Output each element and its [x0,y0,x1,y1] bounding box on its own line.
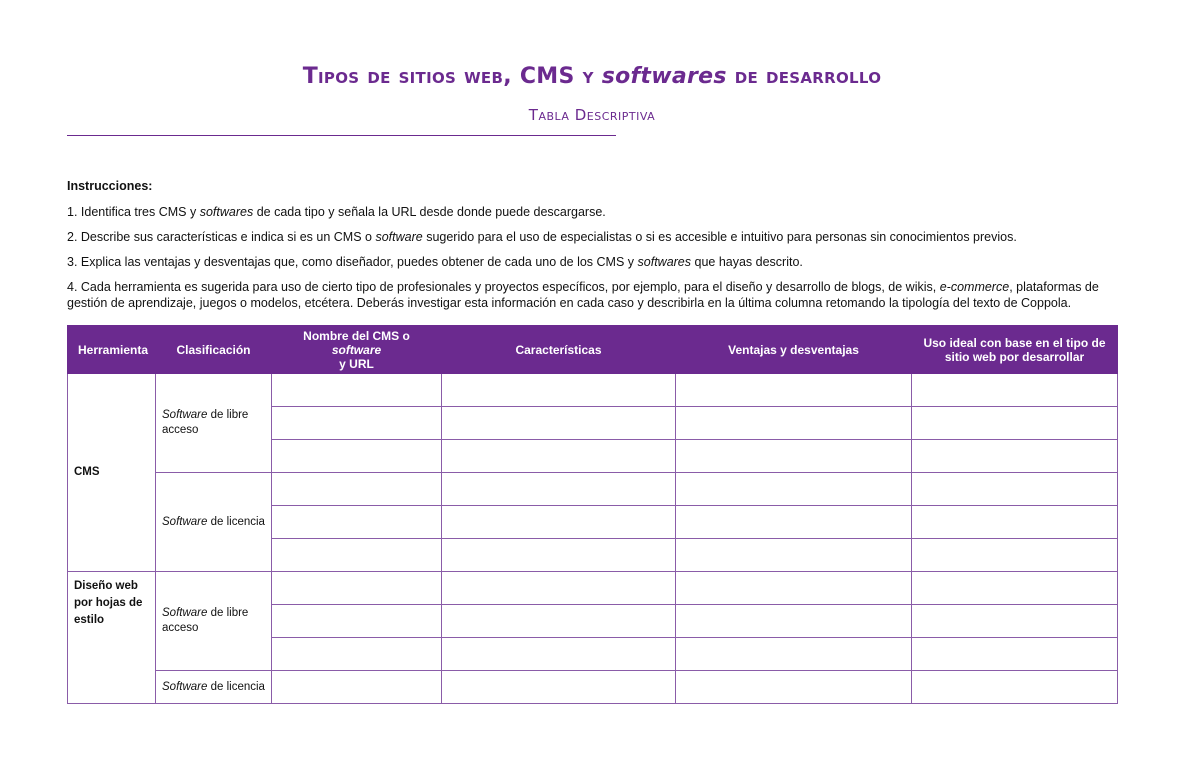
page-title [0,64,1184,89]
input-cell[interactable] [676,407,912,440]
instruction-item-2 [67,229,1117,245]
table-row [68,572,1118,605]
text: de libre acceso [162,607,249,634]
text: Nombre del CMS o [303,328,410,343]
input-cell[interactable] [912,473,1118,506]
input-cell[interactable] [272,539,442,572]
text: 2. Describe sus características e indica si es un CMS o [67,230,372,244]
text-italic: Software [162,515,208,528]
text: y URL [339,356,374,371]
text-italic: Software [162,680,208,693]
input-cell[interactable] [442,473,676,506]
clasificacion-libre [156,374,272,473]
input-cell[interactable] [912,440,1118,473]
header-clasificacion: Clasificación [156,326,272,374]
header-herramienta: Herramienta [68,326,156,374]
header-nombre [272,326,442,374]
title-part1: Tipos de sitios web, CMS y [302,64,594,89]
input-cell[interactable] [676,473,912,506]
instruction-item-3 [67,254,1117,270]
table-row [68,473,1118,506]
input-cell[interactable] [676,440,912,473]
text: 4. Cada herramienta es sugerida para uso de cierto tipo de profesionales y proyectos específicos, por ejemplo, para el diseño y desarrollo de blogs, de wikis, [67,280,937,294]
herramienta-cms: CMS [68,374,156,572]
input-cell[interactable] [442,539,676,572]
input-cell[interactable] [676,572,912,605]
input-cell[interactable] [442,671,676,704]
text: , plataformas de gestión de aprendizaje, juegos o modelos, etcétera. Deberás investigar esta información en cada caso y describirla en la última columna retomando la tipología del texto de Coppola. [67,280,1099,310]
input-cell[interactable] [912,638,1118,671]
table-row [68,374,1118,407]
instruction-item-1 [67,204,1117,220]
input-cell[interactable] [442,407,676,440]
title-part2: de desarrollo [734,64,882,89]
input-cell[interactable] [676,506,912,539]
text: sugerido para el uso de especialistas o si es accesible e intuitivo para personas sin conocimientos previos. [426,230,1017,244]
input-cell[interactable] [272,374,442,407]
header-uso: Uso ideal con base en el tipo de sitio web por desarrollar [912,326,1118,374]
input-cell[interactable] [676,539,912,572]
instructions [67,178,1117,320]
input-cell[interactable] [272,572,442,605]
text-italic: software [331,342,382,357]
page-subtitle: Tabla Descriptiva [528,106,656,124]
input-cell[interactable] [272,407,442,440]
input-cell[interactable] [272,440,442,473]
input-cell[interactable] [912,407,1118,440]
instruction-item-4 [67,279,1117,311]
input-cell[interactable] [912,572,1118,605]
table-header-row [68,326,1118,374]
text: de libre acceso [162,409,249,436]
input-cell[interactable] [272,671,442,704]
title-divider [67,135,616,136]
title-italic: softwares [601,64,727,89]
text: 3. Explica las ventajas y desventajas que, como diseñador, puedes obtener de cada uno de los CMS y [67,255,635,269]
input-cell[interactable] [442,638,676,671]
input-cell[interactable] [272,473,442,506]
table-row [68,671,1118,704]
input-cell[interactable] [442,572,676,605]
text-italic: e-commerce [939,280,1010,294]
input-cell[interactable] [912,671,1118,704]
text-italic: Software [162,607,208,619]
input-cell[interactable] [676,605,912,638]
header-caracteristicas: Características [442,326,676,374]
input-cell[interactable] [676,374,912,407]
header-ventajas: Ventajas y desventajas [676,326,912,374]
input-cell[interactable] [442,440,676,473]
input-cell[interactable] [442,506,676,539]
text-italic: Software [162,409,208,421]
clasificacion-licencia [156,473,272,572]
input-cell[interactable] [272,605,442,638]
text: de licencia [210,680,265,693]
text-italic: softwares [199,205,254,219]
input-cell[interactable] [912,605,1118,638]
text: de cada tipo y señala la URL desde donde puede descargarse. [256,205,606,219]
input-cell[interactable] [272,506,442,539]
text: de licencia [210,515,265,528]
input-cell[interactable] [676,671,912,704]
descriptive-table [67,325,1118,704]
text-italic: software [375,230,423,244]
input-cell[interactable] [912,539,1118,572]
input-cell[interactable] [442,605,676,638]
input-cell[interactable] [442,374,676,407]
text: 1. Identifica tres CMS y [67,205,197,219]
text-italic: softwares [637,255,692,269]
text: que hayas descrito. [694,255,803,269]
input-cell[interactable] [912,374,1118,407]
input-cell[interactable] [676,638,912,671]
herramienta-diseno-web: Diseño web por hojas de estilo [68,572,156,704]
input-cell[interactable] [912,506,1118,539]
clasificacion-libre [156,572,272,671]
input-cell[interactable] [272,638,442,671]
clasificacion-licencia [156,671,272,704]
instructions-heading: Instrucciones: [67,179,153,193]
